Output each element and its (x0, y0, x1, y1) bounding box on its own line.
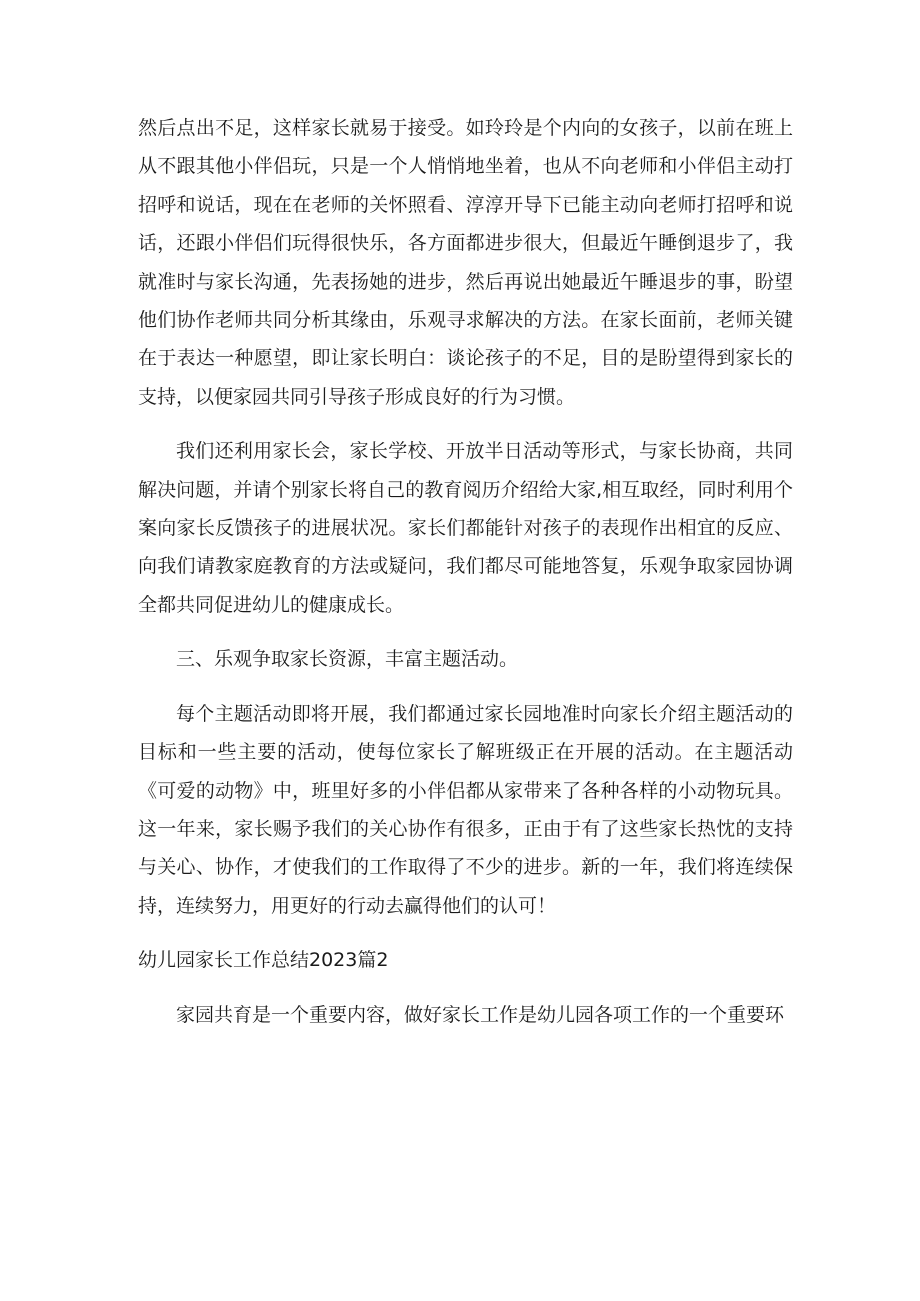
paragraph-gap (138, 416, 793, 432)
paragraph-gap (138, 624, 793, 640)
paragraph-theme-activities: 每个主题活动即将开展，我们都通过家长园地准时向家长介绍主题活动的目标和一些主要的活动，使每位家长了解班级正在开展的活动。在主题活动《可爱的动物》中，班里好多的小伴侣都从家带来了各种各样的小动物玩具。这一年来，家长赐予我们的关心协作有很多，正由于有了这些家长热忱的支持与关心、协作，才使我们的工作取得了不少的进步。新的一年，我们将连续保持，连续努力，用更好的行动去赢得他们的认可！ (138, 702, 793, 917)
paragraph-parent-meetings: 我们还利用家长会，家长学校、开放半日活动等形式，与家长协商，共同解决问题，并请个别家长将自己的教育阅历介绍给大家,相互取经，同时利用个案向家长反馈孩子的进展状况。家长们都能针对孩子的表现作出相宜的反应、向我们请教家庭教育的方法或疑问，我们都尽可能地答复，乐观争取家园协调全都共同促进幼儿的健康成长。 (138, 440, 793, 616)
section-heading-three: 三、乐观争取家长资源，丰富主题活动。 (176, 648, 519, 671)
paragraph-gap (138, 980, 793, 996)
paragraph-home-school: 家园共育是一个重要内容，做好家长工作是幼儿园各项工作的一个重要环 (176, 1003, 785, 1026)
paragraph-gap (138, 925, 793, 941)
paragraph-gap (138, 679, 793, 695)
document-body (138, 109, 793, 1034)
article-title-part-2: 幼儿园家长工作总结2023篇2 (138, 949, 389, 972)
paragraph-continued-example: 然后点出不足，这样家长就易于接受。如玲玲是个内向的女孩子，以前在班上从不跟其他小伴侣玩，只是一个人悄悄地坐着，也从不向老师和小伴侣主动打招呼和说话，现在在老师的关怀照看、淳淳开导下已能主动向老师打招呼和说话，还跟小伴侣们玩得很快乐，各方面都进步很大，但最近午睡倒退步了，我就准时与家长沟通，先表扬她的进步，然后再说出她最近午睡退步的事，盼望他们协作老师共同分析其缘由，乐观寻求解决的方法。在家长面前，老师关键在于表达一种愿望，即让家长明白：谈论孩子的不足，目的是盼望得到家长的支持，以便家园共同引导孩子形成良好的行为习惯。 (138, 117, 793, 408)
